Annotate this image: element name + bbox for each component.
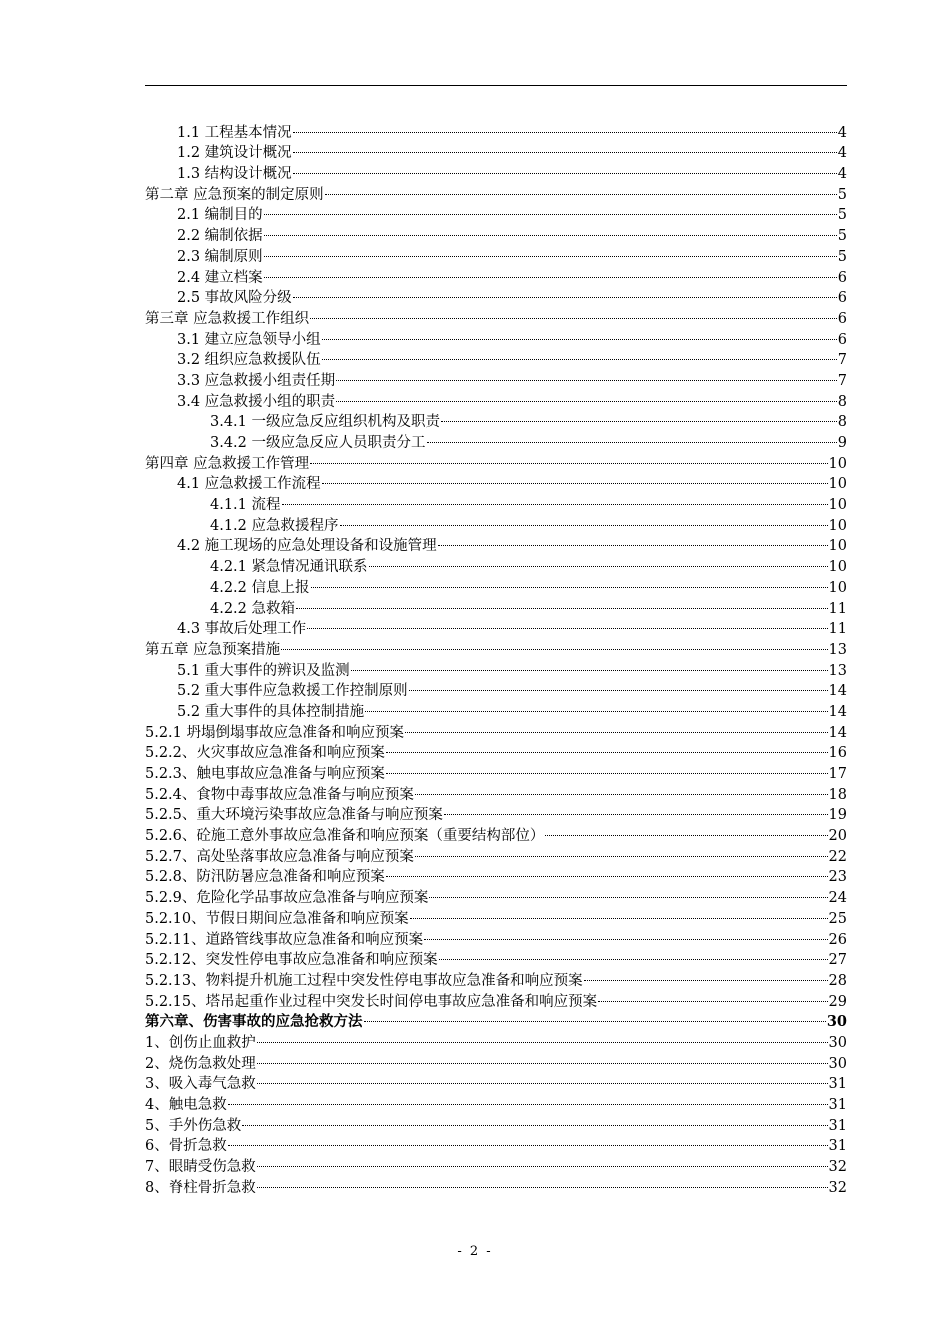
toc-entry-page-number: 13 xyxy=(828,662,847,679)
toc-entry-title: 5.2.3、触电事故应急准备与响应预案 xyxy=(145,766,385,782)
toc-dot-leader xyxy=(281,633,827,654)
toc-entry-title: 4.2.2 急救箱 xyxy=(210,600,296,617)
toc-entry-title: 1.3 结构设计概况 xyxy=(177,166,292,183)
toc-entry[interactable] xyxy=(145,116,847,141)
toc-dot-leader xyxy=(584,964,828,985)
toc-entry[interactable] xyxy=(145,1088,847,1113)
toc-entry-page-number: 32 xyxy=(828,1159,847,1176)
toc-dot-leader xyxy=(415,840,828,861)
toc-dot-leader xyxy=(296,592,828,613)
toc-dot-leader xyxy=(336,364,837,385)
toc-entry-page-number: 31 xyxy=(828,1138,847,1155)
toc-dot-leader xyxy=(322,323,837,344)
toc-entry-page-number: 10 xyxy=(828,455,847,472)
toc-entry-title: 3.3 应急救援小组责任期 xyxy=(177,372,336,389)
toc-entry-title: 5.2.6、砼施工意外事故应急准备和响应预案（重要结构部位） xyxy=(145,828,545,845)
toc-dot-leader xyxy=(264,199,837,220)
toc-entry-page-number: 6 xyxy=(837,331,847,348)
toc-entry-title: 5.2.1 坍塌倒塌事故应急准备和响应预案 xyxy=(145,724,405,741)
toc-entry-page-number: 17 xyxy=(828,766,847,782)
toc-dot-leader xyxy=(264,261,837,282)
toc-dot-leader xyxy=(427,426,837,447)
toc-dot-leader xyxy=(386,737,828,758)
toc-dot-leader xyxy=(340,509,828,530)
toc-entry-page-number: 18 xyxy=(828,786,847,803)
toc-dot-leader xyxy=(257,1171,828,1192)
toc-entry-page-number: 14 xyxy=(828,703,847,720)
toc-dot-leader xyxy=(438,530,828,551)
header-rule xyxy=(145,85,847,86)
toc-entry-page-number: 30 xyxy=(826,1013,847,1031)
toc-entry-title: 5.1 重大事件的辨识及监测 xyxy=(177,662,350,679)
toc-entry-page-number: 26 xyxy=(828,931,847,948)
toc-entry-page-number: 24 xyxy=(828,890,847,907)
toc-dot-leader xyxy=(257,1026,828,1047)
toc-entry-page-number: 10 xyxy=(828,579,847,596)
toc-entry-title: 5.2.11、道路管线事故应急准备和响应预案 xyxy=(145,931,424,948)
toc-entry-page-number: 10 xyxy=(828,497,847,514)
toc-entry-page-number: 23 xyxy=(828,869,847,886)
toc-dot-leader xyxy=(257,1150,828,1171)
toc-entry-title: 5.2.7、高处坠落事故应急准备与响应预案 xyxy=(145,848,414,865)
toc-entry-page-number: 31 xyxy=(828,1076,847,1093)
toc-entry-title: 3.4.2 一级应急反应人员职责分工 xyxy=(210,435,426,451)
toc-entry-page-number: 9 xyxy=(837,435,847,451)
toc-dot-leader xyxy=(545,819,827,840)
toc-entry-title: 2.2 编制依据 xyxy=(177,228,263,245)
toc-entry-page-number: 5 xyxy=(837,228,847,245)
toc-entry-title: 5.2.15、塔吊起重作业过程中突发长时间停电事故应急准备和响应预案 xyxy=(145,993,598,1010)
toc-dot-leader xyxy=(293,137,837,158)
toc-entry-page-number: 4 xyxy=(837,145,847,162)
toc-entry-title: 第三章 应急救援工作组织 xyxy=(145,310,310,327)
toc-dot-leader xyxy=(310,447,827,468)
toc-dot-leader xyxy=(351,654,828,675)
toc-dot-leader xyxy=(310,302,837,323)
toc-dot-leader xyxy=(441,406,837,427)
toc-dot-leader xyxy=(365,695,827,716)
toc-dot-leader xyxy=(307,613,827,634)
toc-dot-leader xyxy=(364,1006,826,1027)
toc-dot-leader xyxy=(429,881,827,902)
toc-entry-page-number: 10 xyxy=(828,559,847,576)
toc-entry-title: 5.2 重大事件应急救援工作控制原则 xyxy=(177,683,408,700)
toc-entry-page-number: 19 xyxy=(828,807,847,824)
toc-entry-title: 5.2.12、突发性停电事故应急准备和响应预案 xyxy=(145,952,438,969)
toc-entry-title: 第四章 应急救援工作管理 xyxy=(145,455,310,472)
toc-dot-leader xyxy=(322,468,828,489)
toc-entry-title: 4.1.1 流程 xyxy=(210,497,281,514)
toc-entry-page-number: 10 xyxy=(828,517,847,534)
toc-entry-page-number: 30 xyxy=(828,1034,847,1051)
toc-entry-page-number: 27 xyxy=(828,952,847,969)
toc-entry-page-number: 31 xyxy=(828,1097,847,1113)
toc-entry-page-number: 7 xyxy=(837,352,847,369)
toc-entry-page-number: 13 xyxy=(828,641,847,658)
toc-dot-leader xyxy=(410,902,828,923)
toc-entry-title: 5.2.10、节假日期间应急准备和响应预案 xyxy=(145,910,409,927)
toc-entry-page-number: 16 xyxy=(828,745,847,762)
toc-entry-title: 5.2.8、防汛防暑应急准备和响应预案 xyxy=(145,869,385,886)
toc-entry-page-number: 7 xyxy=(837,372,847,389)
toc-entry-page-number: 31 xyxy=(828,1117,847,1134)
toc-entry-title: 2.5 事故风险分级 xyxy=(177,290,292,307)
toc-entry-title: 4.2.2 信息上报 xyxy=(210,579,310,596)
toc-entry-title: 4、触电急救 xyxy=(145,1097,227,1113)
toc-dot-leader xyxy=(264,219,837,240)
toc-entry-page-number: 5 xyxy=(837,248,847,265)
toc-entry[interactable] xyxy=(145,1150,847,1176)
toc-entry-title: 4.1 应急救援工作流程 xyxy=(177,476,321,493)
toc-entry-page-number: 28 xyxy=(828,972,847,989)
toc-entry-title: 第五章 应急预案措施 xyxy=(145,641,281,658)
toc-dot-leader xyxy=(293,116,837,137)
toc-dot-leader xyxy=(282,488,828,509)
toc-dot-leader xyxy=(424,923,827,944)
toc-dot-leader xyxy=(228,1088,828,1109)
toc-dot-leader xyxy=(439,944,828,965)
toc-entry-page-number: 22 xyxy=(828,848,847,865)
toc-dot-leader xyxy=(386,757,828,778)
toc-entry-page-number: 25 xyxy=(828,910,847,927)
toc-entry-page-number: 6 xyxy=(837,290,847,307)
toc-dot-leader xyxy=(409,675,828,696)
toc-entry-title: 3.4.1 一级应急反应组织机构及职责 xyxy=(210,414,441,431)
toc-entry-page-number: 11 xyxy=(828,621,847,638)
toc-entry-page-number: 6 xyxy=(837,269,847,286)
toc-entry-title: 2.3 编制原则 xyxy=(177,248,263,265)
toc-entry-page-number: 14 xyxy=(828,724,847,741)
toc-entry-page-number: 5 xyxy=(837,207,847,224)
toc-entry-title: 4.2.1 紧急情况通讯联系 xyxy=(210,559,368,576)
toc-entry-title: 2.1 编制目的 xyxy=(177,207,263,224)
toc-entry-page-number: 4 xyxy=(837,124,847,141)
toc-entry-page-number: 5 xyxy=(837,186,847,203)
toc-entry-title: 8、脊柱骨折急救 xyxy=(145,1179,256,1196)
toc-entry-title: 4.1.2 应急救援程序 xyxy=(210,517,339,534)
toc-entry-page-number: 10 xyxy=(828,538,847,555)
toc-entry-title: 5.2.4、食物中毒事故应急准备与响应预案 xyxy=(145,786,414,803)
toc-entry-title: 2.4 建立档案 xyxy=(177,269,263,286)
toc-entry-title: 6、骨折急救 xyxy=(145,1138,227,1155)
toc-entry-title: 3.1 建立应急领导小组 xyxy=(177,331,321,348)
toc-entry[interactable] xyxy=(145,1109,847,1134)
toc-entry-title: 5.2.5、重大环境污染事故应急准备与响应预案 xyxy=(145,807,443,824)
toc-dot-leader xyxy=(228,1130,828,1151)
toc-dot-leader xyxy=(264,240,837,261)
toc-entry-title: 第二章 应急预案的制定原则 xyxy=(145,186,324,203)
toc-entry-title: 1.2 建筑设计概况 xyxy=(177,145,292,162)
toc-dot-leader xyxy=(293,282,837,303)
toc-entry[interactable] xyxy=(145,1130,847,1155)
toc-dot-leader xyxy=(293,157,837,178)
toc-entry-title: 5.2.13、物料提升机施工过程中突发性停电事故应急准备和响应预案 xyxy=(145,972,583,989)
toc-dot-leader xyxy=(322,344,837,365)
toc-dot-leader xyxy=(242,1109,827,1130)
toc-entry-page-number: 11 xyxy=(828,600,847,617)
toc-entry-page-number: 14 xyxy=(828,683,847,700)
toc-entry-page-number: 4 xyxy=(837,166,847,183)
toc-entry-page-number: 29 xyxy=(828,993,847,1010)
toc-entry-title: 3、吸入毒气急救 xyxy=(145,1076,256,1093)
toc-dot-leader xyxy=(405,716,828,737)
toc-entry-title: 5.2 重大事件的具体控制措施 xyxy=(177,703,365,720)
toc-entry-page-number: 30 xyxy=(828,1055,847,1072)
toc-entry-title: 5.2.2、火灾事故应急准备和响应预案 xyxy=(145,745,385,762)
toc-entry-title: 3.4 应急救援小组的职责 xyxy=(177,393,336,410)
toc-dot-leader xyxy=(444,799,828,820)
toc-entry-page-number: 6 xyxy=(837,310,847,327)
toc-entry-page-number: 32 xyxy=(828,1179,847,1196)
toc-dot-leader xyxy=(415,778,828,799)
toc-entry-page-number: 8 xyxy=(837,414,847,431)
toc-entry-title: 7、眼睛受伤急救 xyxy=(145,1159,256,1176)
toc-dot-leader xyxy=(325,178,837,199)
toc-entry-page-number: 10 xyxy=(828,476,847,493)
toc-entry-page-number: 8 xyxy=(837,393,847,410)
toc-dot-leader xyxy=(386,861,828,882)
toc-entry-page-number: 20 xyxy=(828,828,847,845)
toc-entry-title: 1、创伤止血救护 xyxy=(145,1034,256,1051)
toc-entry-title: 3.2 组织应急救援队伍 xyxy=(177,352,321,369)
toc-entry-title: 第六章、伤害事故的应急抢救方法 xyxy=(145,1013,363,1031)
toc-entry-title: 5、手外伤急救 xyxy=(145,1117,242,1134)
toc-entry-title: 4.3 事故后处理工作 xyxy=(177,621,307,638)
toc-dot-leader xyxy=(369,550,828,571)
toc-dot-leader xyxy=(257,1068,828,1089)
table-of-contents xyxy=(145,116,847,1196)
toc-entry-title: 2、烧伤急救处理 xyxy=(145,1055,256,1072)
toc-entry-title: 4.2 施工现场的应急处理设备和设施管理 xyxy=(177,538,437,555)
page-number: - 2 - xyxy=(457,1244,493,1259)
toc-entry-title: 5.2.9、危险化学品事故应急准备与响应预案 xyxy=(145,890,429,907)
toc-dot-leader xyxy=(311,571,828,592)
toc-dot-leader xyxy=(598,985,827,1006)
toc-dot-leader xyxy=(336,385,837,406)
toc-dot-leader xyxy=(257,1047,828,1068)
toc-entry-title: 1.1 工程基本情况 xyxy=(177,124,292,141)
